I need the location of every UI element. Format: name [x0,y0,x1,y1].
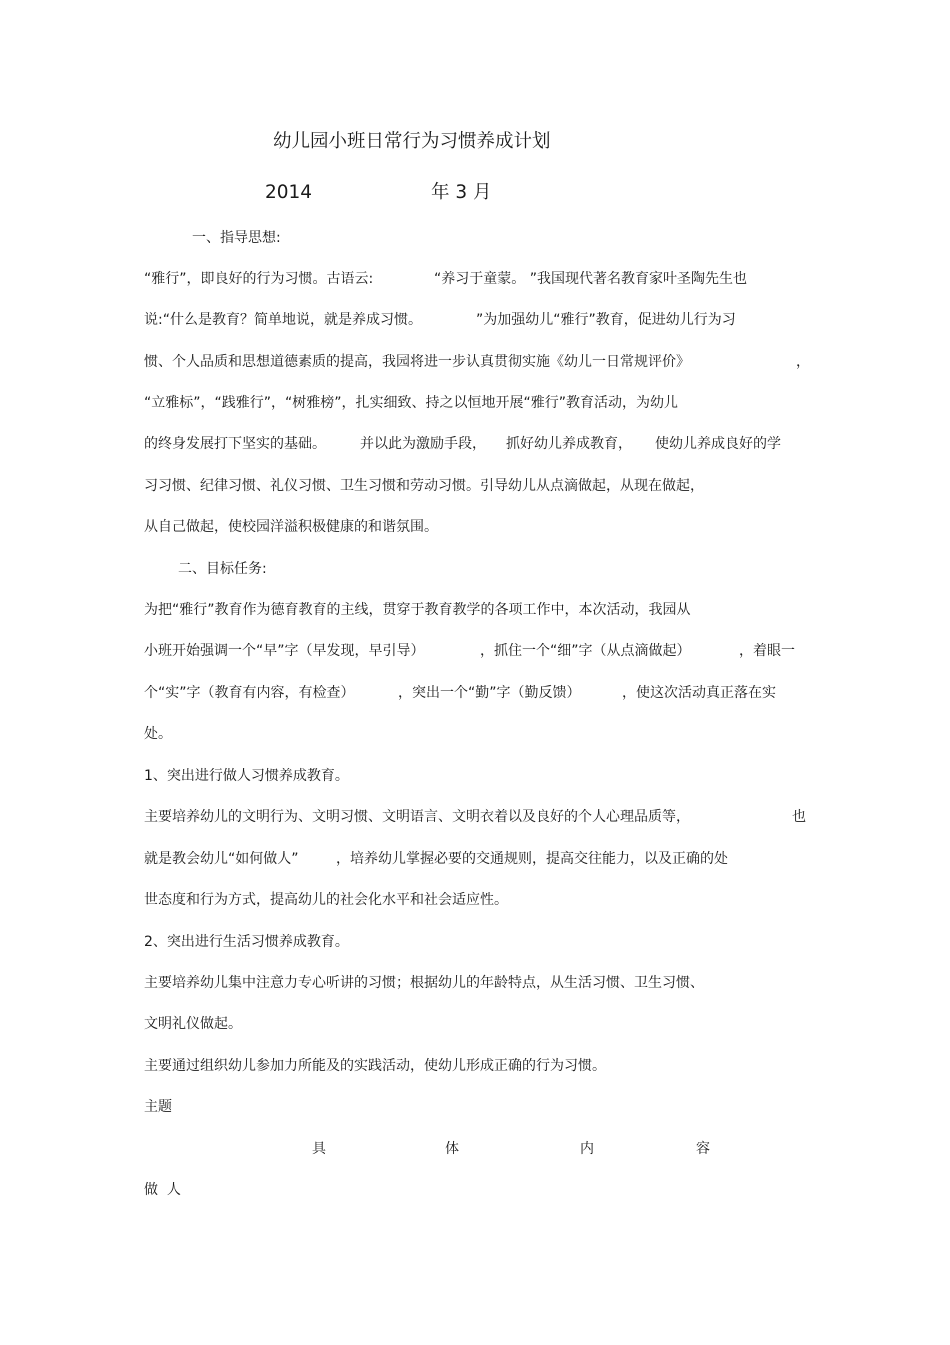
item1-line: 世态度和行为方式，提高幼儿的社会化水平和社会适应性。 [144,892,508,908]
document-title: 幼儿园小班日常行为习惯养成计划 [273,131,551,152]
section1-line: 从自己做起，使校园洋溢积极健康的和谐氛围。 [144,519,438,535]
table-header-topic: 主题 [144,1099,172,1115]
item2-line: 主要通过组织幼儿参加力所能及的实践活动，使幼儿形成正确的行为习惯。 [144,1058,606,1074]
section1-line: “立雅标”，“践雅行”，“树雅榜”，扎实细致、持之以恒地开展“雅行”教育活动，为幼儿 [144,395,679,411]
section1-line: 使幼儿养成良好的学 [655,436,781,452]
table-header-content-char: 容 [696,1141,710,1157]
section2-line: 小班开始强调一个“早”字（早发现，早引导） [144,643,425,659]
section1-line: ， [796,354,810,370]
section2-line: ，着眼一 [739,643,795,659]
table-header-content-char: 体 [445,1141,459,1157]
section1-heading: 一、指导思想: [192,230,281,246]
section2-line: ，使这次活动真正落在实 [622,685,776,701]
table-row-label: 做 人 [144,1182,181,1198]
item1-line: ，培养幼儿掌握必要的交通规则，提高交往能力，以及正确的处 [336,851,728,867]
table-header-content-char: 具 [312,1141,326,1157]
item2-line: 主要培养幼儿集中注意力专心听讲的习惯；根据幼儿的年龄特点，从生活习惯、卫生习惯、 [144,975,704,991]
item1-line: 主要培养幼儿的文明行为、文明习惯、文明语言、文明衣着以及良好的个人心理品质等， [144,809,690,825]
section1-line: 说:“什么是教育？简单地说，就是养成习惯。 [144,312,422,328]
section2-line: 为把“雅行”教育作为德育教育的主线，贯穿于教育教学的各项工作中，本次活动，我园从 [144,602,691,618]
date-month: 年 3 月 [431,182,492,203]
item1-heading: 1、突出进行做人习惯养成教育。 [144,768,349,784]
section2-line: ，抓住一个“细”字（从点滴做起） [480,643,691,659]
item1-line: 也 [792,809,806,825]
section1-line: 的终身发展打下坚实的基础。 [144,436,326,452]
section1-line: “雅行”，即良好的行为习惯。古语云: [144,271,374,287]
section1-line: 并以此为激励手段， [360,436,486,452]
item1-line: 就是教会幼儿“如何做人” [144,851,299,867]
item2-heading: 2、突出进行生活习惯养成教育。 [144,934,349,950]
section1-line: 习习惯、纪律习惯、礼仪习惯、卫生习惯和劳动习惯。引导幼儿从点滴做起，从现在做起， [144,478,704,494]
section2-line: 个“实”字（教育有内容，有检查） [144,685,355,701]
item2-line: 文明礼仪做起。 [144,1016,242,1032]
section1-line: ”为加强幼儿“雅行”教育，促进幼儿行为习 [476,312,736,328]
date-year: 2014 [265,182,313,203]
table-header-content-char: 内 [580,1141,594,1157]
section2-line: ，突出一个“勤”字（勤反馈） [398,685,581,701]
section1-line: “养习于童蒙。 ”我国现代著名教育家叶圣陶先生也 [434,271,747,287]
section1-line: 惯、个人品质和思想道德素质的提高，我园将进一步认真贯彻实施《幼儿一日常规评价》 [144,354,690,370]
section1-line: 抓好幼儿养成教育， [506,436,632,452]
section2-heading: 二、目标任务: [178,561,267,577]
section2-line: 处。 [144,726,172,742]
